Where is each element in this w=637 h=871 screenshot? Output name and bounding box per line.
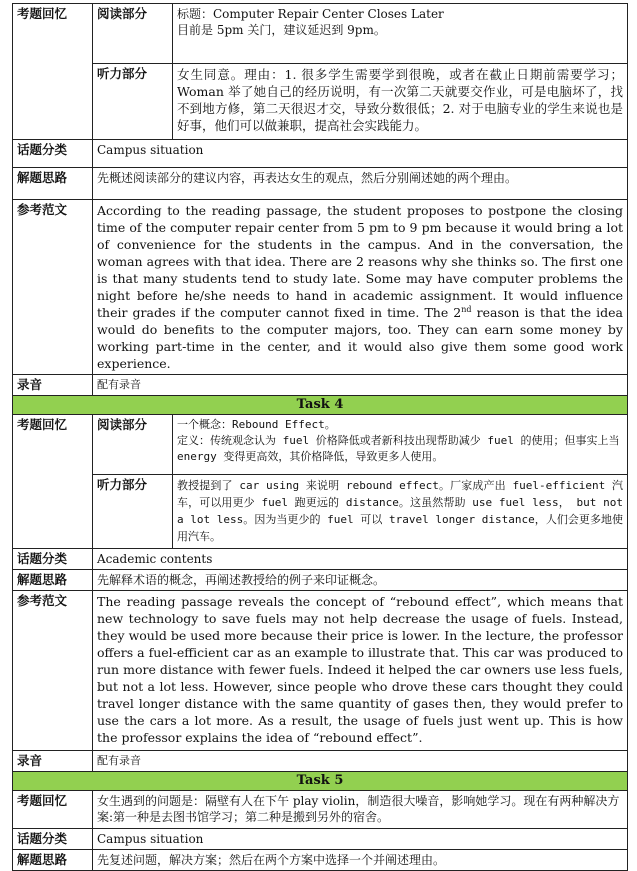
document-page <box>12 3 628 871</box>
task4-sample-row <box>13 591 628 751</box>
task3-audio-value: 配有录音 <box>93 375 628 396</box>
task3-sample-essay <box>93 200 628 375</box>
task4-approach-row <box>13 570 628 591</box>
task3-audio-label: 录音 <box>13 375 93 396</box>
task3-sample-part2: reason is that the idea would do benefits to the computer majors, too. They can earn some money by working part-time in the center, and it would also give them some good work experience. <box>97 305 624 371</box>
task5-topic-row <box>13 829 628 850</box>
task3-approach-row <box>13 168 628 200</box>
task5-recall-content: 女生遇到的问题是：隔壁有人在下午 play violin，制造很大噪音，影响她学习。现在有两种解决方案:第一种是去图书馆学习；第二种是搬到另外的宿舍。 <box>93 791 628 829</box>
task3-reading-label: 阅读部分 <box>93 4 173 64</box>
task4-recall-label: 考题回忆 <box>13 415 93 549</box>
task3-audio-row <box>13 375 628 396</box>
task5-recall-label: 考题回忆 <box>13 791 93 829</box>
task3-sample-label: 参考范文 <box>13 200 93 375</box>
task4-banner-row <box>13 396 628 415</box>
task4-topic-row <box>13 549 628 570</box>
task4-topic-label: 话题分类 <box>13 549 93 570</box>
task3-reading-row <box>13 4 628 64</box>
task5-banner: Task 5 <box>13 772 628 791</box>
task3-reading-title: 标题：Computer Repair Center Closes Later <box>177 7 444 21</box>
task4-audio-value: 配有录音 <box>93 751 628 772</box>
task3-sample-row <box>13 200 628 375</box>
task3-sample-sup: nd <box>461 304 472 314</box>
task3-reading-note: 目前是 5pm 关门，建议延迟到 9pm。 <box>177 23 386 37</box>
task3-approach-label: 解题思路 <box>13 168 93 200</box>
task5-approach-label: 解题思路 <box>13 850 93 871</box>
task5-approach-row <box>13 850 628 871</box>
task4-listening-content: 教授提到了 car using 来说明 rebound effect。厂家成产出 fuel-efficient 汽车，可以用更少 fuel 跑更远的 distance。这虽然帮助 use fuel less， but not a lot less。因为当更少的 fuel 可以 travel longer distance，人们会更多地使用汽车。 <box>173 475 628 549</box>
exam-table <box>12 3 628 871</box>
task4-reading-row <box>13 415 628 475</box>
task3-topic-label: 话题分类 <box>13 140 93 168</box>
task4-sample-label: 参考范文 <box>13 591 93 751</box>
task3-approach-value: 先概述阅读部分的建议内容，再表达女生的观点，然后分别阐述她的两个理由。 <box>93 168 628 200</box>
task3-topic-value: Campus situation <box>93 140 628 168</box>
task4-audio-row <box>13 751 628 772</box>
task3-listening-row <box>13 64 628 140</box>
task3-topic-row <box>13 140 628 168</box>
task4-topic-value: Academic contents <box>93 549 628 570</box>
task5-topic-value: Campus situation <box>93 829 628 850</box>
task4-approach-label: 解题思路 <box>13 570 93 591</box>
task4-reading-concept: 一个概念：Rebound Effect。 <box>177 418 336 431</box>
task5-recall-row <box>13 791 628 829</box>
task3-listening-label: 听力部分 <box>93 64 173 140</box>
task4-reading-content <box>173 415 628 475</box>
task3-listening-content: 女生同意。理由：1. 很多学生需要学到很晚，或者在截止日期前需要学习；Woman 举了她自己的经历说明，有一次第二天就要交作业，可是电脑坏了，找不到地方修，第二天很迟才交，导致分数很低；2. 对于电脑专业的学生来说也是好事，他们可以做兼职，提高社会实践能力。 <box>173 64 628 140</box>
task4-sample-essay: The reading passage reveals the concept of “rebound effect”, which means that new technology to save fuels may not help decrease the usage of fuels. Instead, they would be used more because their price is lower. In the lecture, the professor offers a fuel-efficient car as an example to illustrate that. This car was produced to run more distance with fewer fuels. Indeed it helped the car owners use less fuels, but not a lot less. However, since people who drove these cars thought they could travel longer distance with the same quantity of gases then, they would prefer to use the cars a lot more. As a result, the usage of fuels just went up. This is how the professor explains the idea of “rebound effect”. <box>93 591 628 751</box>
task4-listening-row <box>13 475 628 549</box>
task3-reading-content <box>173 4 628 64</box>
task4-audio-label: 录音 <box>13 751 93 772</box>
task5-approach-value: 先复述问题，解决方案；然后在两个方案中选择一个并阐述理由。 <box>93 850 628 871</box>
task4-reading-definition: 定义：传统观念认为 fuel 价格降低或者新科技出现帮助减少 fuel 的使用；但事实上当 energy 变得更高效，其价格降低，导致更多人使用。 <box>177 434 620 463</box>
task4-approach-value: 先解释术语的概念，再阐述教授给的例子来印证概念。 <box>93 570 628 591</box>
task4-reading-label: 阅读部分 <box>93 415 173 475</box>
task4-banner: Task 4 <box>13 396 628 415</box>
task5-banner-row <box>13 772 628 791</box>
task3-sample-part1: According to the reading passage, the student proposes to postpone the closing time of the computer repair center from 5 pm to 9 pm because it would bring a lot of convenience for the students in the campus. And in the conversation, the woman agrees with that idea. There are 2 reasons why she thinks so. The first one is that many students tend to study late. Some may have computer problems the night before he/she needs to hand in academic assignment. It would influence their grades if the computer cannot fixed in time. The 2 <box>97 203 623 320</box>
task4-listening-label: 听力部分 <box>93 475 173 549</box>
task5-topic-label: 话题分类 <box>13 829 93 850</box>
task3-recall-label: 考题回忆 <box>13 4 93 140</box>
